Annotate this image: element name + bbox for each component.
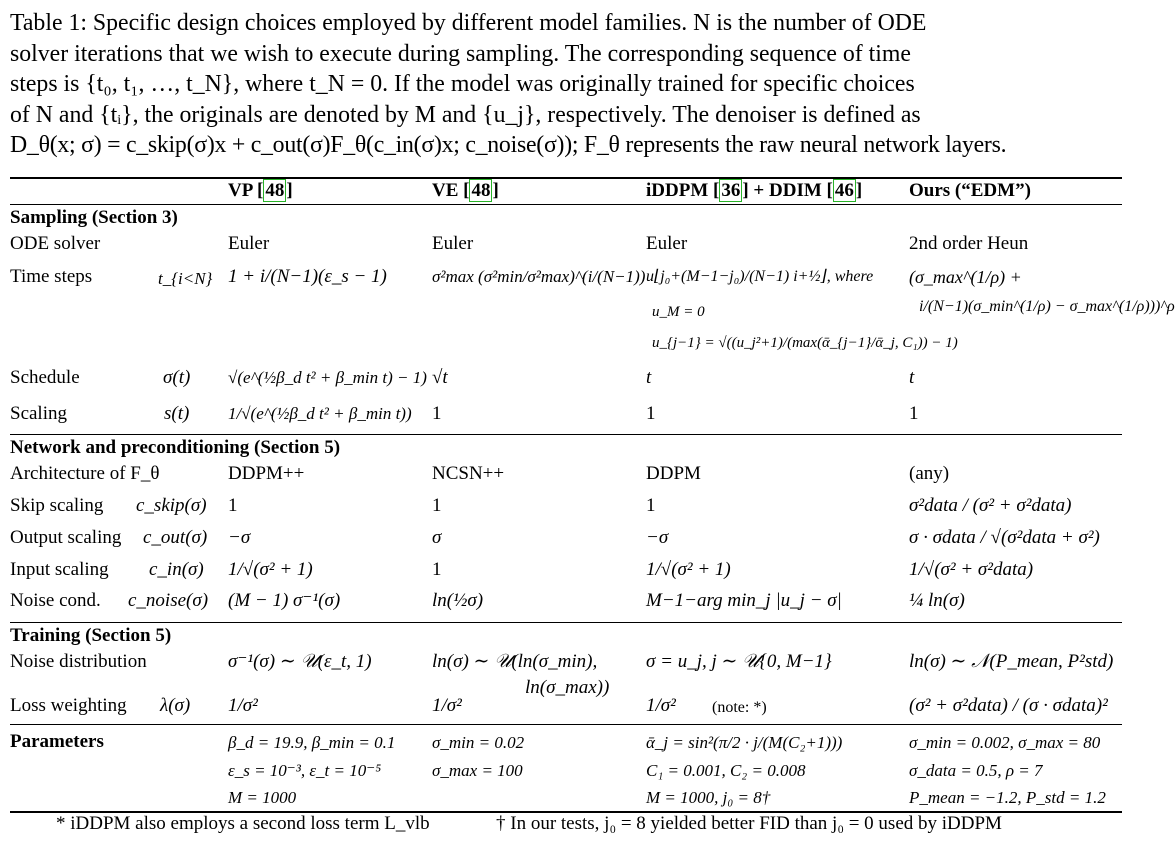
table-cell: (any) [909, 463, 950, 484]
table-cell: (σ² + σ²data) / (σ · σdata)² [909, 695, 1108, 716]
col-header-vp: VP [ 48 ] [228, 180, 293, 201]
table-cell: Euler [646, 233, 688, 254]
caption-line-5: D_θ(x; σ) = c_skip(σ)x + c_out(σ)F_θ(c_in(σ)x; c_noise(σ)); F_θ represents the raw neural network layers. [10, 132, 1007, 158]
param-line: β_d = 19.9, β_min = 0.1 [228, 733, 396, 752]
row-symbol: λ(σ) [160, 695, 191, 716]
table-cell: 1/√(σ² + 1) [646, 559, 731, 580]
caption-line-2: solver iterations that we wish to execute during sampling. The corresponding sequence of time [10, 40, 911, 67]
param-line: σ_max = 100 [432, 761, 523, 780]
row-label: Scaling [10, 403, 67, 424]
table-cell: √(e^(½β_d t² + β_min t) − 1) [228, 368, 427, 387]
table-cell: 1 [432, 495, 442, 516]
row-label: Loss weighting [10, 695, 127, 716]
param-line: P_mean = −1.2, P_std = 1.2 [909, 788, 1106, 807]
row-symbol: c_noise(σ) [128, 590, 209, 611]
table-cell: σ²max (σ²min/σ²max)^(i/(N−1)) [432, 267, 646, 286]
table-cell: DDPM++ [228, 463, 305, 484]
table-caption [10, 8, 1125, 161]
table-cell: 1 [646, 495, 656, 516]
caption-line-4: of N and {tᵢ}, the originals are denoted by M and {u_j}, respectively. The denoiser is defined as [10, 101, 921, 128]
row-label: Noise distribution [10, 651, 147, 672]
table-cell: 2nd order Heun [909, 233, 1029, 254]
param-line: M = 1000, j₀ = 8† [646, 788, 771, 807]
section-title-parameters: Parameters [10, 731, 104, 752]
param-line: σ_data = 0.5, ρ = 7 [909, 761, 1043, 780]
citation-link[interactable]: 46 [834, 180, 854, 201]
header-rule [10, 204, 1122, 205]
row-label: Output scaling [10, 527, 122, 548]
table-cell: ¼ ln(σ) [909, 590, 965, 611]
table-cell: −σ [228, 527, 251, 548]
citation-link[interactable]: 36 [721, 180, 741, 201]
section-title-training: Training (Section 5) [10, 625, 172, 646]
row-label: ODE solver [10, 233, 101, 254]
param-line: σ_min = 0.002, σ_max = 80 [909, 733, 1101, 752]
section-rule-training [10, 622, 1122, 623]
table-cell: 1 [432, 403, 442, 424]
table-cell: Euler [228, 233, 270, 254]
row-symbol: σ(t) [163, 367, 191, 388]
table-cell: u_M = 0 [652, 304, 705, 320]
section-title-network: Network and preconditioning (Section 5) [10, 437, 341, 458]
table-cell: ln(σ) ∼ 𝒩(P_mean, P²std) [909, 651, 1114, 672]
table-cell: (M − 1) σ⁻¹(σ) [228, 590, 341, 611]
table-cell: DDPM [646, 463, 701, 484]
table-cell: 1 [909, 403, 919, 424]
section-rule-network [10, 434, 1122, 435]
caption-line-3: steps is {t₀, t₁, …, t_N}, where t_N = 0. If the model was originally trained for specific choices [10, 71, 915, 97]
row-symbol: c_out(σ) [143, 527, 208, 548]
table-cell: √t [432, 367, 448, 388]
row-label: Schedule [10, 367, 80, 388]
table-cell: σ²data / (σ² + σ²data) [909, 495, 1072, 516]
top-rule [10, 177, 1122, 179]
table-cell: −σ [646, 527, 669, 548]
param-line: ε_s = 10⁻³, ε_t = 10⁻⁵ [228, 761, 382, 780]
table-cell: u⌊j₀+(M−1−j₀)/(N−1) i+½⌋, where [646, 268, 874, 285]
table-cell: 1/σ² [646, 695, 676, 716]
table-cell: u_{j−1} = √((u_j²+1)/(max(ᾱ_{j−1}/ᾱ_j, C₁)) − 1) [652, 335, 958, 351]
row-label: Input scaling [10, 559, 109, 580]
section-rule-params [10, 724, 1122, 725]
row-label: Architecture of F_θ [10, 463, 160, 484]
table-cell: 1 + i/(N−1)(ε_s − 1) [228, 266, 387, 287]
table-cell: M−1−arg min_j |u_j − σ| [646, 590, 842, 611]
caption-line-1: Table 1: Specific design choices employed by different model families. N is the number of ODE [10, 10, 927, 36]
table-cell: 1 [432, 559, 442, 580]
param-line: C₁ = 0.001, C₂ = 0.008 [646, 761, 806, 780]
col-header-ours: Ours (“EDM”) [909, 180, 1031, 201]
table-cell: σ · σdata / √(σ²data + σ²) [909, 527, 1100, 548]
table-cell: t [646, 367, 652, 388]
param-line: ᾱ_j = sin²(π/2 · j/(M(C₂+1))) [646, 733, 843, 752]
table-cell: σ = u_j, j ∼ 𝒰{0, M−1} [646, 651, 832, 672]
row-symbol: s(t) [164, 403, 190, 424]
row-label: Noise cond. [10, 590, 101, 611]
table-cell: 1/√(σ² + 1) [228, 559, 313, 580]
citation-link[interactable]: 48 [471, 180, 491, 201]
col-header-ve: VE [ 48 ] [432, 180, 499, 201]
param-line: M = 1000 [228, 788, 297, 807]
table-cell: ln(σ) ∼ 𝒰(ln(σ_min), [432, 651, 598, 672]
table-cell: 1/√(σ² + σ²data) [909, 559, 1034, 580]
table-cell: 1 [646, 403, 656, 424]
footnote-star: * iDDPM also employs a second loss term L_vlb [56, 813, 430, 834]
table-cell: (σ_max^(1/ρ) + [909, 267, 1022, 287]
table-cell: 1/√(e^(½β_d t² + β_min t)) [228, 404, 412, 423]
footnote-dagger: † In our tests, j₀ = 8 yielded better FID than j₀ = 0 used by iDDPM [496, 813, 1002, 834]
param-line: σ_min = 0.02 [432, 733, 525, 752]
row-symbol: t_{i<N} [158, 269, 213, 288]
table-cell: i/(N−1)(σ_min^(1/ρ) − σ_max^(1/ρ)))^ρ [919, 298, 1175, 315]
table-cell: NCSN++ [432, 463, 505, 484]
table-cell: 1 [228, 495, 238, 516]
col-header-iddpm: iDDPM [ 36 ] + DDIM [ 46 ] [646, 180, 863, 201]
row-symbol: c_in(σ) [149, 559, 204, 580]
row-symbol: c_skip(σ) [136, 495, 207, 516]
row-label: Time steps [10, 266, 93, 287]
table-cell: 1/σ² [228, 695, 258, 716]
table-cell: σ⁻¹(σ) ∼ 𝒰(ε_t, 1) [228, 651, 372, 672]
citation-link[interactable]: 48 [265, 180, 285, 201]
table-cell: ln(½σ) [432, 590, 484, 611]
table-cell: t [909, 367, 915, 388]
table-note: (note: *) [712, 699, 767, 716]
table-cell: ln(σ_max)) [525, 677, 610, 698]
row-label: Skip scaling [10, 495, 104, 516]
section-title-sampling: Sampling (Section 3) [10, 207, 178, 228]
table-cell: 1/σ² [432, 695, 462, 716]
table-cell: Euler [432, 233, 474, 254]
table-cell: σ [432, 527, 442, 548]
